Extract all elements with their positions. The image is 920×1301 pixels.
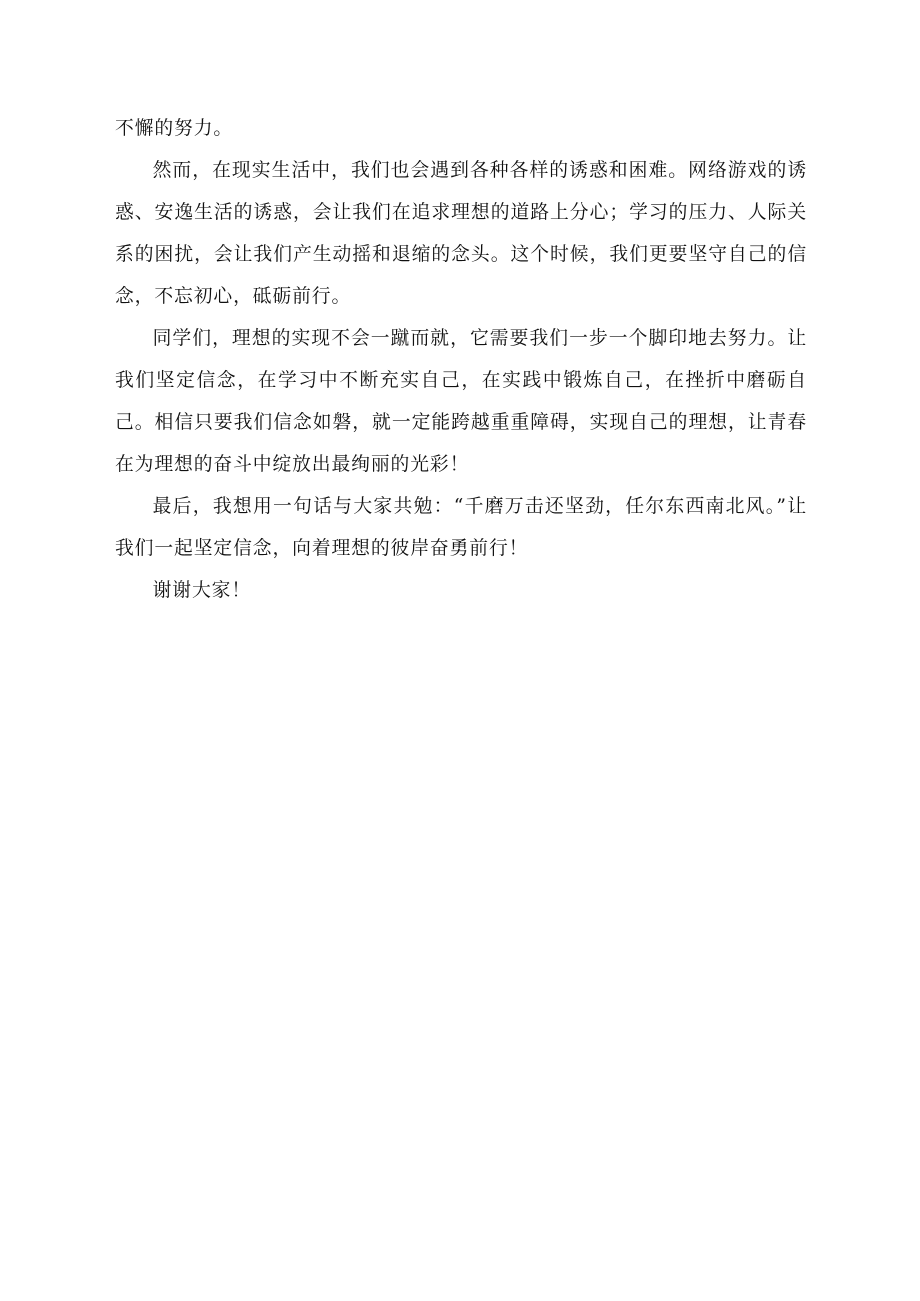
paragraph-thanks: 谢谢大家！ <box>152 580 251 601</box>
paragraph-call-to-action: 同学们，理想的实现不会一蹴而就，它需要我们一步一个脚印地去努力。让我们坚定信念，在学习中不断充实自己，在实践中锻炼自己，在挫折中磨砺自己。相信只要我们信念如磐，就一定能跨越重重障碍，实现自己的理想，让青春在为理想的奋斗中绽放出最绚丽的光彩！ <box>115 328 807 475</box>
paragraph-closing-quote: 最后，我想用一句话与大家共勉：“千磨万击还坚劲，任尔东西南北风。”让我们一起坚定信念，向着理想的彼岸奋勇前行！ <box>115 496 807 559</box>
paragraph-temptations: 然而，在现实生活中，我们也会遇到各种各样的诱惑和困难。网络游戏的诱惑、安逸生活的诱惑，会让我们在追求理想的道路上分心；学习的压力、人际关系的困扰，会让我们产生动摇和退缩的念头。这个时候，我们更要坚守自己的信念，不忘初心，砥砺前行。 <box>115 160 807 307</box>
speech-body <box>115 108 807 612</box>
paragraph-continuation: 不懈的努力。 <box>115 118 234 139</box>
